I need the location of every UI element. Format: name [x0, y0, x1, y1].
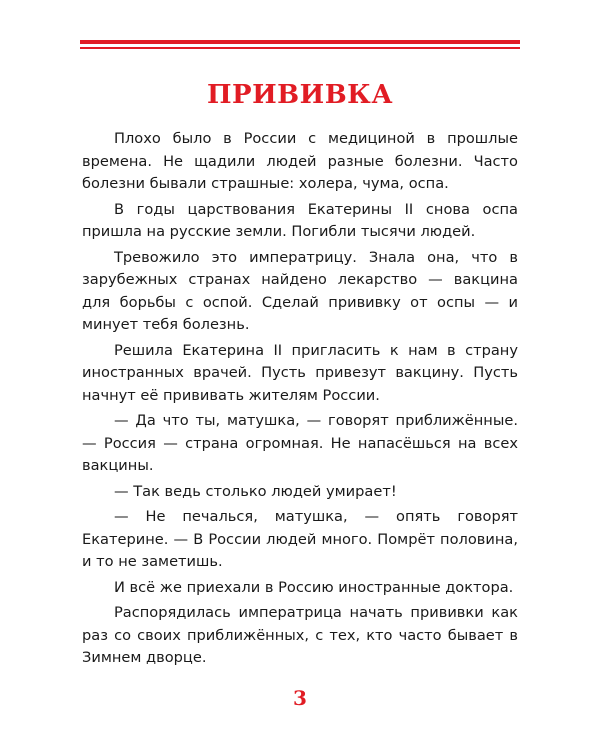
paragraph: Тревожило это императрицу. Знала она, что в зарубежных странах найдено лекарство — вакцина для борьбы с оспой. Сделай прививку от оспы — и минует тебя болезнь.: [82, 248, 518, 333]
story-text: [82, 128, 518, 673]
paragraph: Решила Екатерина II пригласить к нам в страну иностранных врачей. Пусть привезут вакцину. Пусть начнут её прививать жителям России.: [82, 341, 518, 404]
paragraph: — Так ведь столько людей умирает!: [114, 482, 397, 500]
header-rule-thick: [80, 40, 520, 44]
header-rule-thin: [80, 47, 520, 49]
paragraph: Распорядилась императрица начать прививки как раз со своих приближённых, с тех, кто часто бывает в Зимнем дворце.: [82, 604, 518, 666]
page-title: ПРИВИВКА: [206, 80, 393, 110]
paragraph: — Не печалься, матушка, — опять говорят Екатерине. — В России людей много. Помрёт половина, и то не заметишь.: [82, 508, 518, 570]
paragraph: И всё же приехали в Россию иностранные доктора.: [114, 578, 514, 596]
page-number: 3: [293, 686, 307, 710]
paragraph: — Да что ты, матушка, — говорят приближённые. — Россия — страна огромная. Не напасёшься на всех вакцины.: [82, 412, 518, 474]
paragraph: Плохо было в России с медициной в прошлые времена. Не щадили людей разные болезни. Часто болезни бывали страшные: холера, чума, оспа.: [82, 130, 518, 192]
paragraph: В годы царствования Екатерины II снова оспа пришла на русские земли. Погибли тысячи людей.: [82, 200, 518, 240]
